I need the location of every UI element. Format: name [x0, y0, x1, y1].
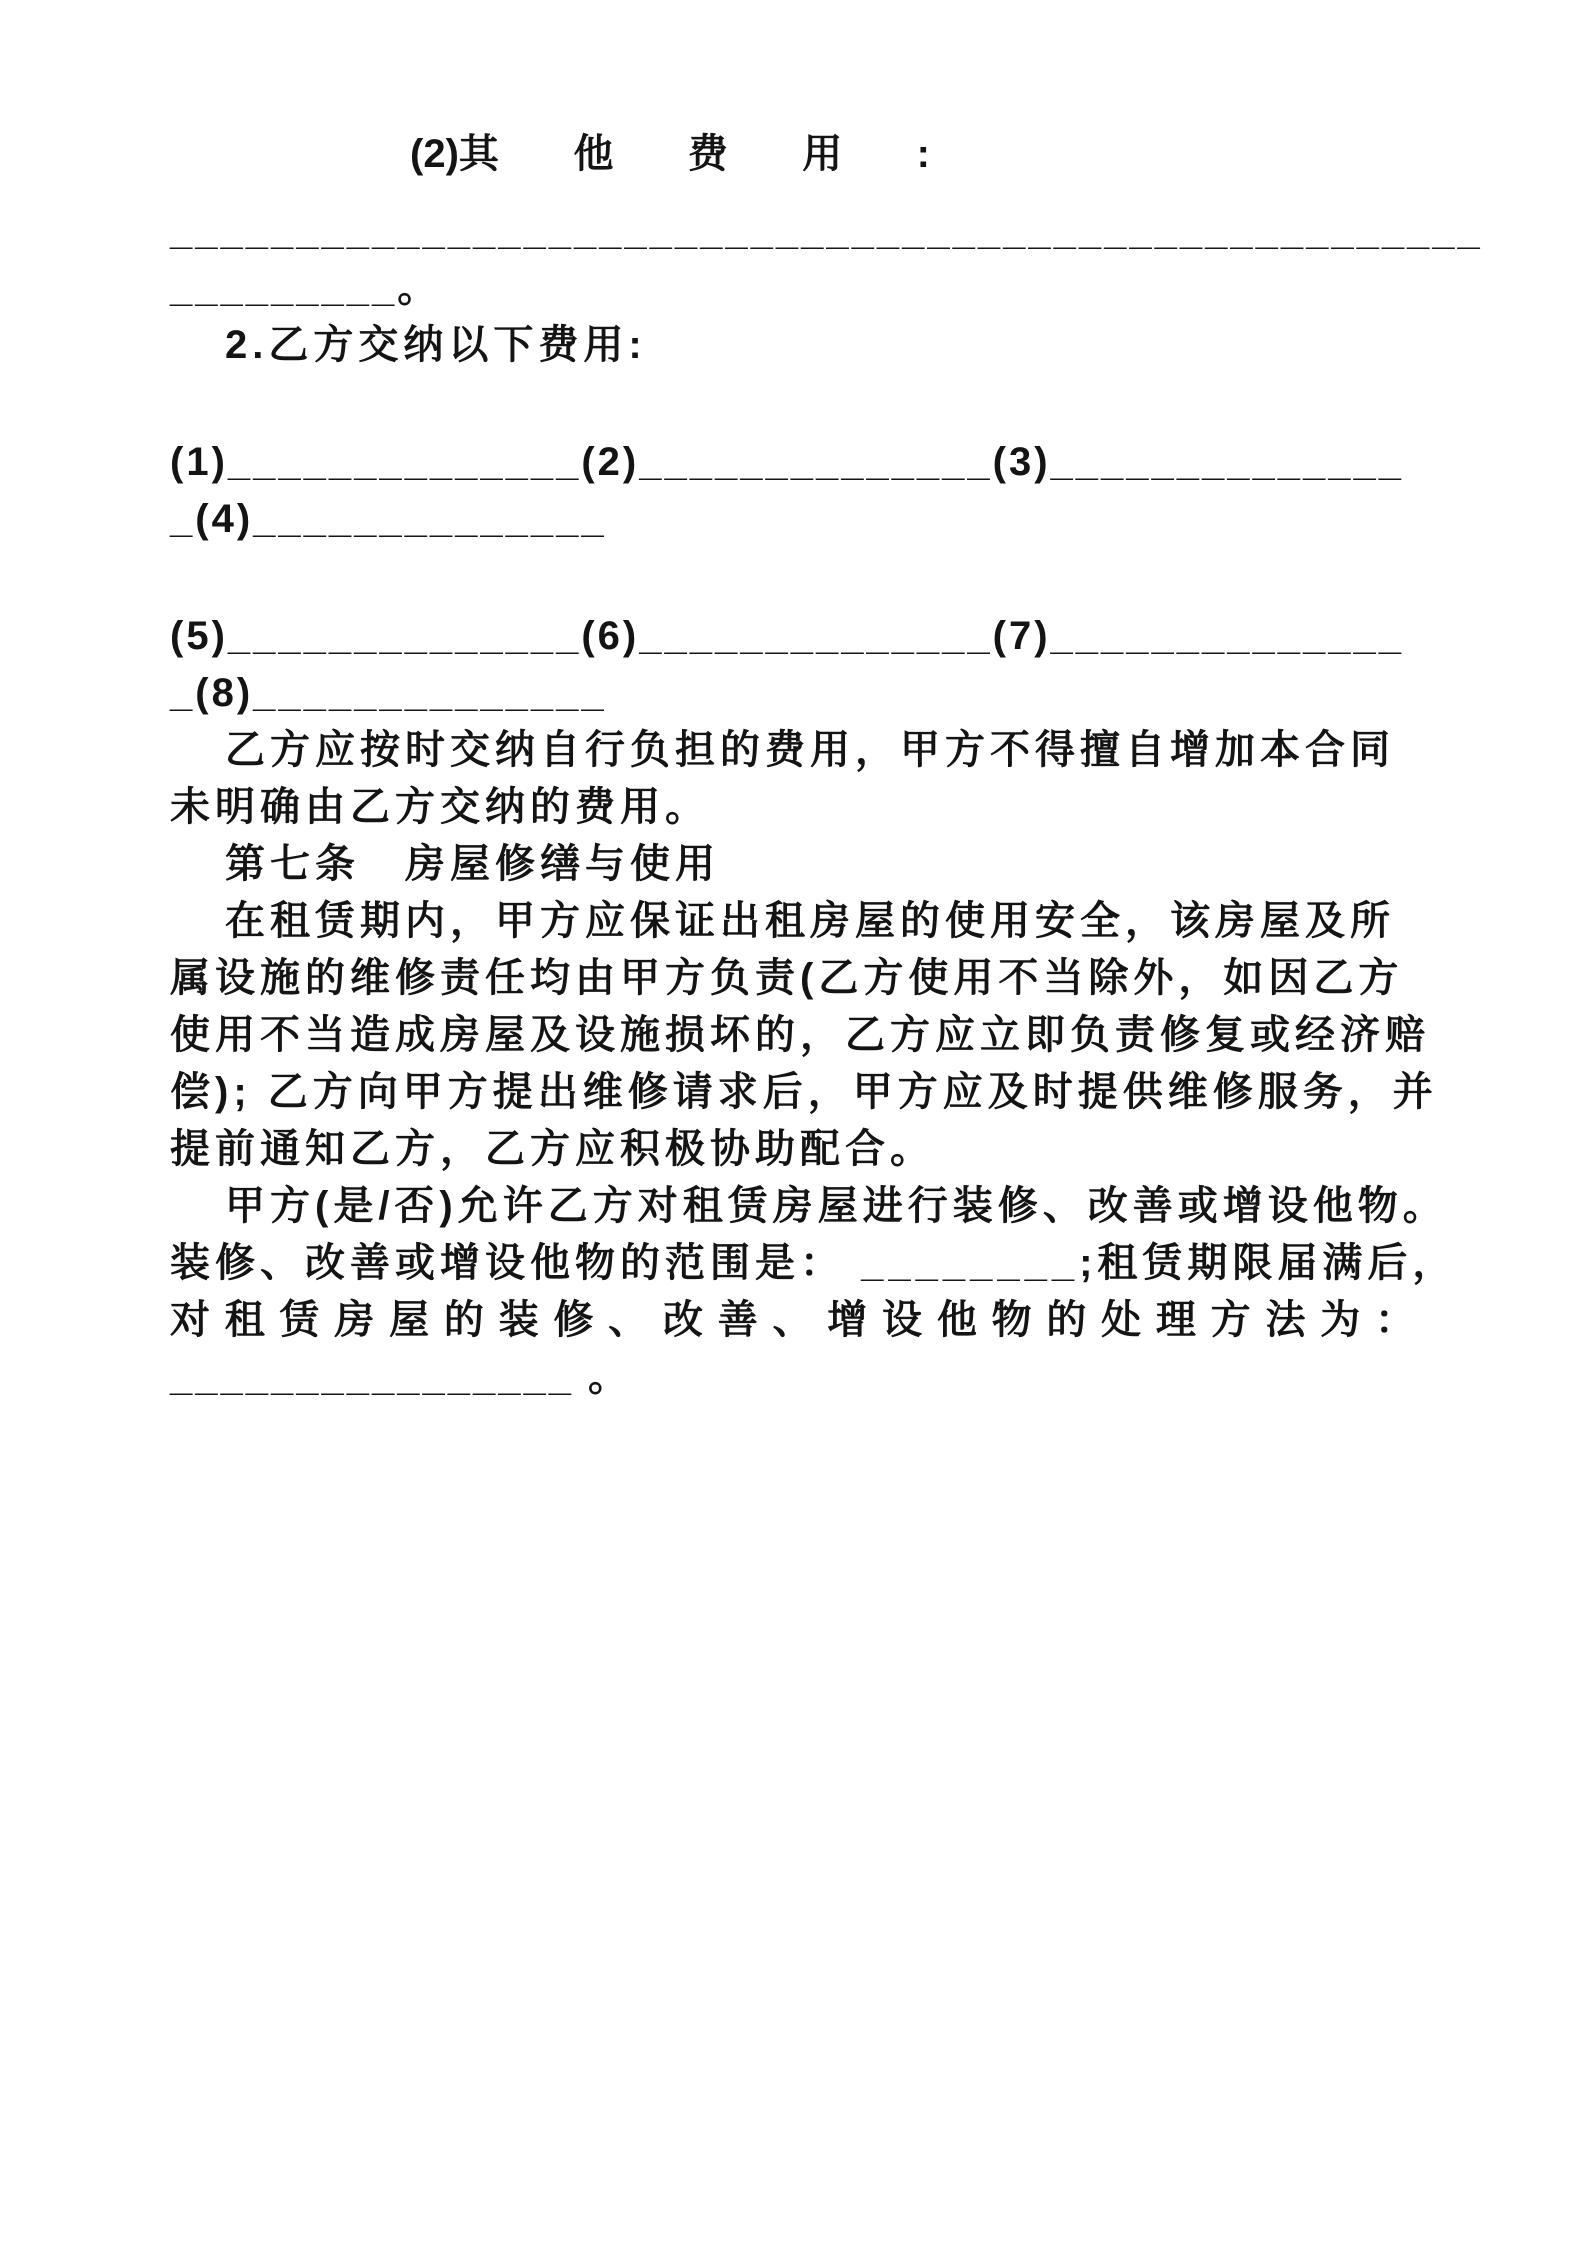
fill-in-blank-line-end: _________。	[170, 266, 441, 310]
other-fees-heading-part: 费	[687, 132, 728, 176]
paragraph-line-justified: 对租赁房屋的装修、改善、增设他物的处理方法为：	[170, 1298, 1420, 1342]
paragraph-line: 甲方(是/否)允许乙方对租赁房屋进行装修、改善或增设他物。	[225, 1184, 1448, 1228]
fee-item-line-8: _(8)______________	[170, 671, 607, 715]
tenant-fees-heading: 2.乙方交纳以下费用:	[225, 323, 647, 367]
fee-item-line-5-7: (5)______________(6)______________(7)______________	[170, 614, 1404, 658]
other-fees-heading-part: :	[916, 132, 930, 176]
blank-line	[170, 374, 1420, 434]
paragraph-line: 提前通知乙方，乙方应积极协助配合。	[170, 1127, 935, 1171]
paragraph-line: 在租赁期内，甲方应保证出租房屋的使用安全，该房屋及所	[225, 899, 1395, 943]
fee-item-line-4: _(4)______________	[170, 497, 607, 541]
other-fees-heading-part: 用	[802, 132, 843, 176]
paragraph-line: 未明确由乙方交纳的费用。	[170, 785, 710, 829]
fill-in-blank-line: ____________________________________________________	[170, 209, 1483, 253]
blank-line	[170, 548, 1420, 608]
fee-item-line-1-3: (1)______________(2)______________(3)______________	[170, 440, 1404, 484]
article-seven-heading: 第七条 房屋修缮与使用	[225, 842, 720, 886]
other-fees-heading	[410, 126, 930, 183]
paragraph-line: 乙方应按时交纳自行负担的费用，甲方不得擅自增加本合同	[225, 728, 1395, 772]
other-fees-heading-part: (2)其	[410, 132, 499, 176]
paragraph-line: 属设施的维修责任均由甲方负责(乙方使用不当除外，如因乙方	[170, 956, 1404, 1000]
paragraph-line: 偿); 乙方向甲方提出维修请求后，甲方应及时提供维修服务，并	[170, 1070, 1438, 1114]
fill-in-blank-line-end: ________________ 。	[170, 1355, 632, 1399]
other-fees-heading-part: 他	[573, 132, 614, 176]
paragraph-line: 装修、改善或增设他物的范围是： ________;租赁期限届满后，	[170, 1241, 1458, 1285]
paragraph-line: 使用不当造成房屋及设施损坏的，乙方应立即负责修复或经济赔	[170, 1013, 1430, 1057]
